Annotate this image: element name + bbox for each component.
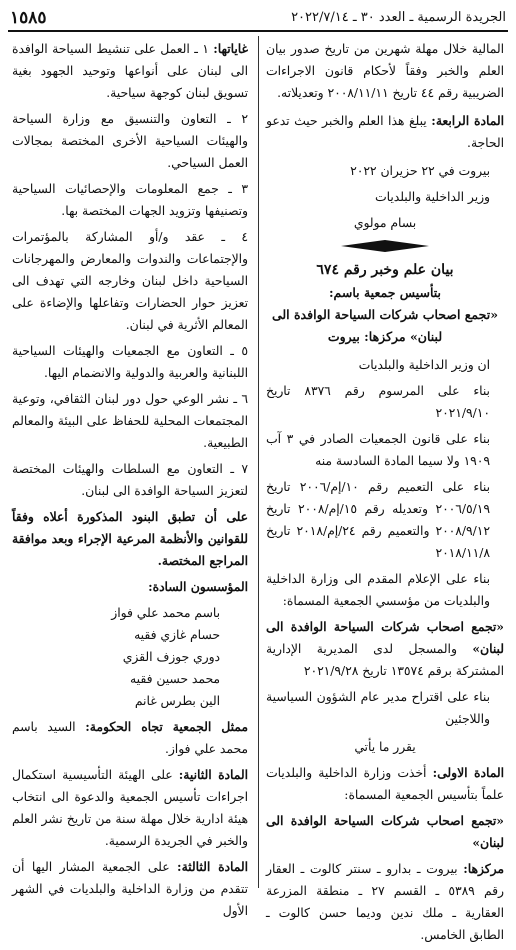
founder-name: الين بطرس غانم: [134, 694, 220, 708]
intro: ان وزير الداخلية والبلديات: [358, 358, 490, 372]
article-1-text: أخذت وزارة الداخلية والبلديات علماً بتأسيس الجمعية المسماة:: [266, 766, 504, 802]
goal-7: ٧ ـ التعاون مع السلطات والهيئات المختصة لتعزيز السياحة الوافدة الى لبنان.: [12, 462, 248, 498]
founder-name: حسام غازي فقيه: [134, 628, 220, 642]
article-1-association-name: «تجمع اصحاب شركات السياحة الوافدة الى لبنان»: [266, 813, 504, 850]
article-3-text: على الجمعية المشار اليها أن تتقدم من وزارة الداخلية والبلديات في الشهر الأول: [12, 860, 248, 918]
representative-label: ممثل الجمعية تجاه الحكومة:: [85, 719, 248, 734]
article-3-label: المادة الثالثة:: [177, 859, 249, 874]
goals-label: غاياتها:: [213, 41, 248, 56]
article-4-text: يبلغ هذا العلم والخبر حيث تدعو الحاجة.: [266, 114, 504, 150]
paragraph-tax: المالية خلال مهلة شهرين من تاريخ صدور بيان العلم والخبر وفقاً لأحكام قانون الاجراءات الضريبية رقم ٤٤ تاريخ ٢٠٠٨/١١/١١ وتعديلاته.: [266, 42, 504, 100]
page-number: ١٥٨٥: [10, 8, 47, 28]
association-name-heading: «تجمع اصحاب شركات السياحة الوافدة الى لبنان» مركزها: بيروت: [271, 307, 499, 344]
goal-6: ٦ ـ نشر الوعي حول دور لبنان الثقافي، وتوعية المجتمعات المحلية للحفاظ على البيئة والمعالم الطبيعية.: [12, 392, 248, 450]
goal-5: ٥ ـ التعاون مع الجمعيات والهيئات السياحية اللبنانية والعربية والدولية والانضمام اليها.: [12, 344, 248, 380]
founder-name: باسم محمد علي فواز: [111, 606, 220, 620]
article-4: [266, 110, 504, 154]
publication-title: الجريدة الرسمية ـ العدد ٣٠ ـ ٢٠٢٢/٧/١٤: [291, 10, 506, 25]
column-divider: [258, 36, 259, 888]
goal-2: ٢ ـ التعاون والتنسيق مع وزارة السياحة والهيئات السياحية الأخرى المختصة بمجالات العمل السياحي.: [12, 112, 248, 170]
article-1-label: المادة الاولى:: [432, 765, 505, 780]
founders-label: المؤسسون السادة:: [148, 579, 248, 594]
headquarters: [266, 858, 504, 946]
headquarters-label: مركزها:: [463, 861, 504, 876]
page-header: [8, 6, 508, 32]
notice-subtitle: بتأسيس جمعية باسم:: [328, 285, 442, 300]
decides-heading: يقرر ما يأتي: [354, 740, 416, 754]
header-rule: [8, 30, 508, 32]
date-line: بيروت في ٢٢ حزيران ٢٠٢٢: [350, 164, 490, 178]
goal-3: ٣ ـ جمع المعلومات والإحصائيات السياحية وتصنيفها وتزويد الجهات المختصة بها.: [12, 182, 248, 218]
founders-list: [12, 602, 248, 712]
registration-text: والمسجل لدى المديرية الإدارية المشتركة برقم ١٣٥٧٤ تاريخ ٢٠٢١/٩/٢٨: [266, 642, 504, 678]
left-column: [12, 38, 248, 926]
right-column: [266, 38, 504, 950]
representative-text: السيد باسم محمد علي فواز.: [12, 720, 248, 756]
association-registration: [266, 616, 504, 682]
notice-title: بيان علم وخبر رقم ٦٧٤: [316, 262, 454, 278]
basis-3: بناء على التعميم رقم ١٠/إم/٢٠٠٦ تاريخ ٢٠٠٦/٥/١٩ وتعديله رقم ١٥/إم/٢٠٠٨ تاريخ ٢٠٠٨/٩/١٢ والتعميم رقم ٢٤/إم/٢٠١٨ تاريخ ٢٠١٨/١١/٨: [266, 480, 490, 560]
minister-title: وزير الداخلية والبلديات: [375, 190, 490, 204]
goal-1-text: ١ ـ العمل على تنشيط السياحة الوافدة الى لبنان على أنواعها وتوحيد الجهود بغية تسويق لبنان كوجهة سياحية.: [12, 42, 248, 100]
founder-name: محمد حسين فقيه: [130, 672, 220, 686]
article-4-label: المادة الرابعة:: [431, 113, 504, 128]
headquarters-text: بيروت ـ بدارو ـ سنتر كالوت ـ العقار رقم ٥٣٨٩ ـ القسم ٢٧ ـ منطقة المزرعة العقارية ـ ملك ندين وديما حسن كالوت ـ الطابق الخامس.: [266, 862, 504, 942]
founder-name: دوري جوزف القزي: [122, 650, 220, 664]
article-2-text: على الهيئة التأسيسية استكمال اجراءات تأسيس الجمعية والدعوة الى انتخاب هيئة ادارية خلال مهلة سنة من تاريخ نشر العلم والخبر في الجريدة الرسمية.: [12, 768, 248, 848]
basis-4: بناء على الإعلام المقدم الى وزارة الداخلية والبلديات من مؤسسي الجمعية المسماة:: [266, 572, 490, 608]
article-2: [12, 764, 248, 852]
basis-1: بناء على المرسوم رقم ٨٣٧٦ تاريخ ٢٠٢١/٩/١٠: [266, 384, 490, 420]
minister-name: بسام مولوي: [353, 216, 417, 230]
goal-4: ٤ ـ عقد و/أو المشاركة بالمؤتمرات والإجتماعات والندوات والمعارض والمهرجانات السياحية داخل لبنان وخارجه التي تهدف الى تعزيز حوار الحضارات وتفاعلها والإضاءة على المعالم الأثرية في لبنان.: [12, 230, 248, 332]
association-name: «تجمع اصحاب شركات السياحة الوافدة الى لبنان»: [266, 619, 504, 656]
basis-5: بناء على اقتراح مدير عام الشؤون السياسية واللاجئين: [266, 690, 490, 726]
article-3: [12, 856, 248, 922]
government-representative: [12, 716, 248, 760]
basis-2: بناء على قانون الجمعيات الصادر في ٣ آب ١٩٠٩ ولا سيما المادة السادسة منه: [266, 432, 491, 468]
article-2-label: المادة الثانية:: [178, 767, 249, 782]
condition: على أن تطبق البنود المذكورة أعلاه وفقاً للقوانين والأنظمة المرعية الإجراء وبعد موافقة المراجع المختصة.: [12, 509, 248, 568]
goal-1: [12, 38, 248, 104]
diamond-separator-icon: [341, 240, 429, 252]
article-1: [266, 762, 504, 806]
